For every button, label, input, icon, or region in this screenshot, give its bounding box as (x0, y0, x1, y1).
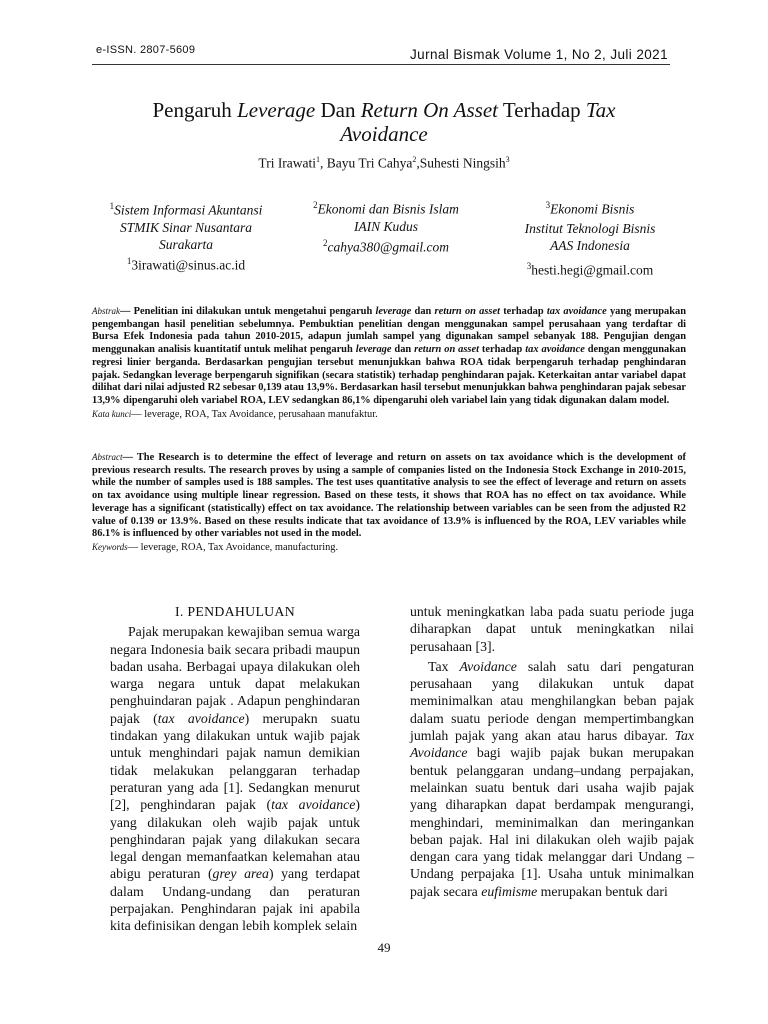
body-text: tax avoidance (271, 797, 356, 813)
body-text: merupakan bentuk dari (537, 883, 668, 899)
body-paragraph (110, 623, 360, 934)
keywords-line (92, 541, 686, 555)
title-text: Dan (315, 98, 361, 122)
abstrak-text: leverage (375, 306, 412, 317)
body-text: Pajak merupakan kewajiban semua warga negara Indonesia baik secara pribadi maupun badan usaha. Berbagai upaya dilakukan oleh warga negara untuk dapat melakukan penghuindaran pajak . Adapun penghindaran pajak ( (110, 624, 360, 726)
kata-kunci-line (92, 408, 686, 422)
title-text: Return On Asset (360, 98, 498, 122)
body-paragraph: untuk meningkatkan laba pada suatu periode juga diharapkan dapat untuk meningkatkan nilai perusahaan [3]. (410, 604, 694, 654)
body-text: tax avoidance (157, 710, 245, 726)
title-text: Pengaruh (152, 98, 238, 122)
journal-name: Jurnal Bismak Volume 1, No 2, Juli 2021 (410, 47, 668, 62)
abstrak-label: Abstrak (92, 306, 120, 316)
abstrak-text: leverage (355, 344, 392, 356)
dash: — (131, 408, 145, 420)
body-text: ) yang terdapat dalam Undang-undang dan peraturan perpajakan. Penghindaran pajak ini apabila kita definisikan dengan lebih komplek selain (110, 866, 360, 934)
keywords-text: leverage, ROA, Tax Avoidance, manufacturing. (140, 541, 339, 553)
affil-line: Ekonomi dan Bisnis Islam (317, 201, 459, 217)
abstrak-text: dengan menggunakan regresi linier berganda. Berdasarkan pengujian tersebut menunjukkan bahwa ROA tidak berpengaruh terhadap penghindaran pajak. Sedangkan leverage berpengaruh signifikan (secara statistik) terhadap penghindaran pajak. Keterkaitan antar variabel dapat dilihat dari nilai adjusted R2 sebesar 0,139 atau 13,9%. Berdasarkan hasil tersebut menunjukkan bahwa penghindaran pajak sebesar 13,9% dipengaruhi oleh variabel ROA, LEV sedangkan 86,1% dipengaruhi oleh variabel lain yang tidak digunakan dalam model. (92, 344, 686, 406)
abstrak-text: return on asset (434, 306, 500, 317)
affil-line: STMIK Sinar Nusantara (119, 219, 253, 235)
body-text: grey area (212, 866, 269, 882)
email-link[interactable]: hesti.hegi@gmail.com (531, 262, 654, 277)
email-sup: 2 (322, 237, 328, 248)
author-name: Tri Irawati (258, 155, 317, 171)
title-text: Avoidance (340, 122, 428, 146)
abstrak-text: dan (411, 306, 435, 317)
email-link[interactable]: 3irawati@sinus.ac.id (131, 257, 246, 272)
affiliation-1 (92, 198, 280, 273)
email-link[interactable]: cahya380@gmail.com (327, 239, 450, 254)
body-text: Avoidance (459, 658, 517, 674)
page-number: 49 (377, 940, 391, 955)
affil-sup: 1 (109, 201, 115, 211)
abstrak-text: dan (391, 344, 415, 356)
body-text: Tax Avoidance (410, 728, 694, 761)
affil-line: Surakarta (159, 236, 213, 252)
author-sup: 1 (316, 155, 321, 164)
issn-label: e-ISSN. 2807-5609 (96, 44, 196, 56)
author-name: ,Suhesti Ningsih (416, 155, 506, 171)
body-text: salah satu dari pengaturan perusahaan yang dilakukan untuk dapat meminimalkan atau menghilangkan beban pajak dalam suatu periode dengan mempertimbangkan jumlah pajak yang akan atau harus dibayar. (410, 658, 694, 744)
abstract-paragraph (92, 451, 686, 555)
email-sup: 1 (126, 255, 132, 266)
paper-title (100, 98, 668, 146)
email-sup: 3 (526, 260, 532, 271)
abstrak-text: tax avoidance (525, 344, 585, 356)
abstrak-text: terhadap (478, 344, 526, 356)
affil-line: Institut Teknologi Bisnis (524, 220, 656, 236)
abstract-text: The Research is to determine the effect of leverage and return on assets on tax avoidance which is the development of previous research results. The research proves by using a sample of companies listed on the Indonesia Stock Exchange in 2010-2015, while the number of samples used is 188 samples. The test uses quantitative analysis to see the effect of leverage and return on assets on tax avoidance using multiple linear regression. Based on these tests, it shows that ROA has no effect on tax avoidance. While leverage has a significant (statistically) effect on tax avoidance. The relationship between variables can be seen from the adjusted R2 value of 0.139 or 13.9%. Based on these results indicate that tax avoidance of 13.9% is influenced by the ROA, LEV variables while 86.1% is influenced by other variables not used in the model. (92, 452, 686, 540)
body-text: ) merupakn suatu tindakan yang dilakukan untuk wajib pajak untuk menghindari pajak namun demikian tidak melakukan pelanggaran terhadap peraturan yang ada [1]. Sedangkan menurut [2], penghindaran pajak ( (110, 710, 360, 813)
affil-line: AAS Indonesia (550, 237, 630, 253)
abstrak-text: terhadap (499, 306, 547, 317)
title-text: Leverage (237, 98, 316, 122)
dash: — (122, 452, 137, 463)
author-sup: 2 (412, 155, 417, 164)
affil-line: IAIN Kudus (353, 218, 419, 234)
section-heading: I. PENDAHULUAN (175, 604, 295, 619)
body-text: ) yang dilakukan oleh wajib pajak untuk penghindaran pajak yang dilakukan secara legal dengan memanfaatkan kelemahan atau abigu peraturan ( (110, 797, 360, 882)
column-right (410, 603, 694, 900)
header-divider (92, 64, 670, 65)
kata-kunci-text: leverage, ROA, Tax Avoidance, perusahaan manufaktur. (144, 408, 378, 420)
body-text: eufimisme (481, 883, 538, 899)
body-text: bagi wajib pajak bukan merupakan bentuk pelanggaran undang–undang perpajakan, melainkan suatu bentuk dari usaha wajib pajak yang diharapkan dapat berdampak mengurangi, menghindari, meminimalkan dan meringankan beban pajak. Hal ini dilakukan oleh wajib pajak dengan cara yang tidak melanggar dari Undang – Undang perpajaka [1]. Usaha untuk minimalkan pajak secara (410, 745, 694, 899)
title-text: Terhadap (497, 98, 586, 122)
author-sup: 3 (505, 155, 510, 164)
author-name: , Bayu Tri Cahya (320, 155, 413, 171)
affil-sup: 2 (313, 200, 318, 210)
affil-line: Sistem Informasi Akuntansi (114, 202, 263, 218)
affiliation-2 (286, 197, 486, 255)
body-paragraph (410, 658, 694, 900)
title-text: Tax (585, 98, 616, 122)
author-list (100, 155, 668, 172)
kata-kunci-label: Kata kunci (92, 408, 132, 419)
abstrak-paragraph (92, 305, 686, 421)
body-text: Tax (428, 658, 460, 674)
abstract-label: Abstract (92, 452, 123, 462)
abstrak-text: Penelitian ini dilakukan untuk mengetahui pengaruh (133, 306, 376, 317)
abstrak-text: tax avoidance (546, 306, 607, 317)
affil-line: Ekonomi Bisnis (550, 201, 635, 217)
column-left (110, 603, 360, 935)
keywords-label: Keywords (92, 541, 128, 552)
abstrak-text: yang merupakan pengembangan hasil penelitian sebelumnya. Pembuktian penelitian dengan menggunakan sampel perusahaan yang terdaftar di Bursa Efek Indonesia pada tahun 2010-2015, adapun jumlah sampel yang digunakan sampel sebanyak 188. Pengujian dengan menggunakan analisis kuantitatif untuk melihat pengaruh (92, 306, 686, 356)
dash: — (120, 306, 134, 317)
affil-sup: 3 (545, 200, 551, 210)
dash: — (127, 541, 141, 553)
abstrak-text: return on asset (414, 344, 479, 356)
affiliation-3 (490, 197, 690, 278)
